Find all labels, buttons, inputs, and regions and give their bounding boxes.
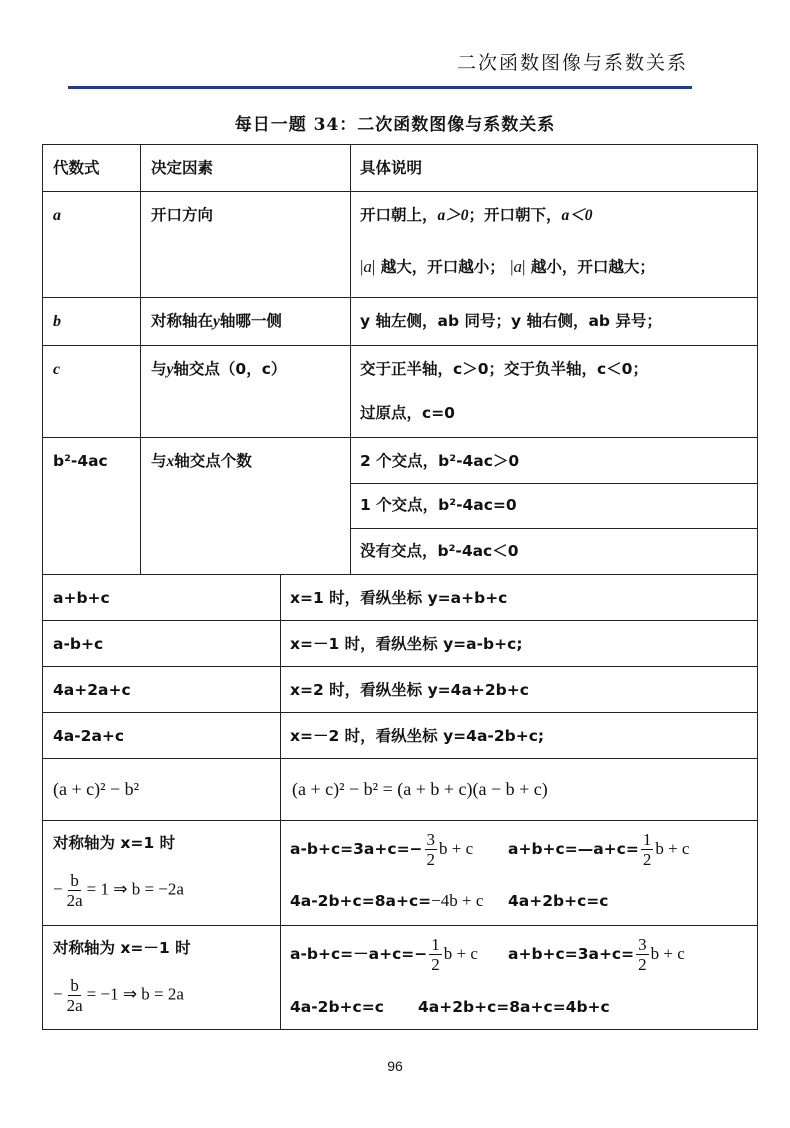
table-rule xyxy=(42,191,758,192)
table-rule xyxy=(42,712,758,713)
table-rule xyxy=(350,528,758,529)
table-rule xyxy=(42,620,758,621)
discriminant-case: 2 个交点，b²-4ac＞0 xyxy=(360,452,520,470)
expr-b: b xyxy=(53,313,61,330)
document-title: 每日一题 34：二次函数图像与系数关系 xyxy=(234,115,556,135)
table-rule xyxy=(42,758,758,759)
simple-expr: 4a+2a+c xyxy=(53,681,131,699)
simple-expr: 4a-2a+c xyxy=(53,727,125,745)
desc-origin: 过原点，c=0 xyxy=(360,404,455,422)
axis-pos-eq-4: 4a+2b+c=c xyxy=(508,892,609,910)
axis-neg-formula: − $\frac{b}{2a}$ = −1 ⇒ b = 2a xyxy=(53,976,184,1015)
expr-discriminant: b²-4ac xyxy=(53,452,108,470)
table-rule xyxy=(42,437,758,438)
column-header: 具体说明 xyxy=(360,159,423,177)
factor-axis-side: 对称轴在y轴哪一侧 xyxy=(151,312,282,330)
simple-desc: x=－2 时，看纵坐标 y=4a-2b+c; xyxy=(290,727,545,745)
header-title: 二次函数图像与系数关系 xyxy=(456,52,688,74)
table-rule xyxy=(42,820,758,821)
product-expr: (a + c)² − b² xyxy=(53,779,140,799)
simple-desc: x=1 时，看纵坐标 y=a+b+c xyxy=(290,589,508,607)
simple-desc: x=2 时，看纵坐标 y=4a+2b+c xyxy=(290,681,529,699)
expr-c: c xyxy=(53,361,61,378)
column-header: 代数式 xyxy=(53,159,100,177)
table-rule xyxy=(350,483,758,484)
axis-pos-eq-3: 4a-2b+c=8a+c=−4b + c xyxy=(290,891,484,910)
axis-pos-formula: − $\frac{b}{2a}$ = 1 ⇒ b = −2a xyxy=(53,871,184,910)
simple-expr: a+b+c xyxy=(53,589,110,607)
axis-pos-eq-2: a+b+c=—a+c= $\frac{1}{2}$ b + c xyxy=(508,830,690,869)
discriminant-case: 没有交点，b²-4ac＜0 xyxy=(360,542,519,560)
product-identity: (a + c)² − b² = (a + b + c)(a − b + c) xyxy=(292,779,548,799)
table-border-left xyxy=(42,144,43,1030)
column-header: 决定因素 xyxy=(151,159,214,177)
page-number: 96 xyxy=(387,1058,403,1074)
table-rule xyxy=(42,666,758,667)
factor-x-intercepts: 与x轴交点个数 xyxy=(151,452,252,470)
table-border-bottom xyxy=(42,1029,758,1030)
factor-opening: 开口方向 xyxy=(151,206,214,224)
axis-neg-label: 对称轴为 x=－1 时 xyxy=(53,939,191,957)
desc-opening-width: |a| 越大，开口越小； |a| 越小，开口越大； xyxy=(360,257,655,276)
axis-neg-eq-3: 4a-2b+c=c xyxy=(290,998,384,1016)
axis-neg-eq-2: a+b+c=3a+c= $\frac{3}{2}$ b + c xyxy=(508,935,685,974)
table-rule xyxy=(42,925,758,926)
axis-pos-eq-1: a-b+c=3a+c=− $\frac{3}{2}$ b + c xyxy=(290,830,474,869)
simple-expr: a-b+c xyxy=(53,635,104,653)
table-rule xyxy=(280,574,281,1030)
simple-desc: x=－1 时，看纵坐标 y=a-b+c; xyxy=(290,635,523,653)
table-rule xyxy=(350,144,351,574)
factor-y-intercept: 与y轴交点（0，c） xyxy=(151,360,287,378)
discriminant-case: 1 个交点，b²-4ac=0 xyxy=(360,496,517,514)
table-border-right xyxy=(757,144,758,1030)
axis-neg-eq-4: 4a+2b+c=8a+c=4b+c xyxy=(418,998,610,1016)
table-rule xyxy=(42,297,758,298)
desc-opening-sign: 开口朝上，a＞0；开口朝下，a＜0 xyxy=(360,206,593,224)
axis-pos-label: 对称轴为 x=1 时 xyxy=(53,834,176,852)
table-rule xyxy=(140,144,141,574)
header-rule xyxy=(68,86,692,89)
expr-a: a xyxy=(53,207,61,224)
desc-y-intercept: 交于正半轴，c＞0；交于负半轴，c＜0； xyxy=(360,360,648,378)
axis-neg-eq-1: a-b+c=－a+c=− $\frac{1}{2}$ b + c xyxy=(290,935,478,974)
desc-axis-side: y 轴左侧，ab 同号；y 轴右侧，ab 异号； xyxy=(360,312,662,330)
table-rule xyxy=(42,345,758,346)
table-rule xyxy=(42,574,758,575)
coefficient-table xyxy=(42,144,758,1030)
table-border-top xyxy=(42,144,758,145)
